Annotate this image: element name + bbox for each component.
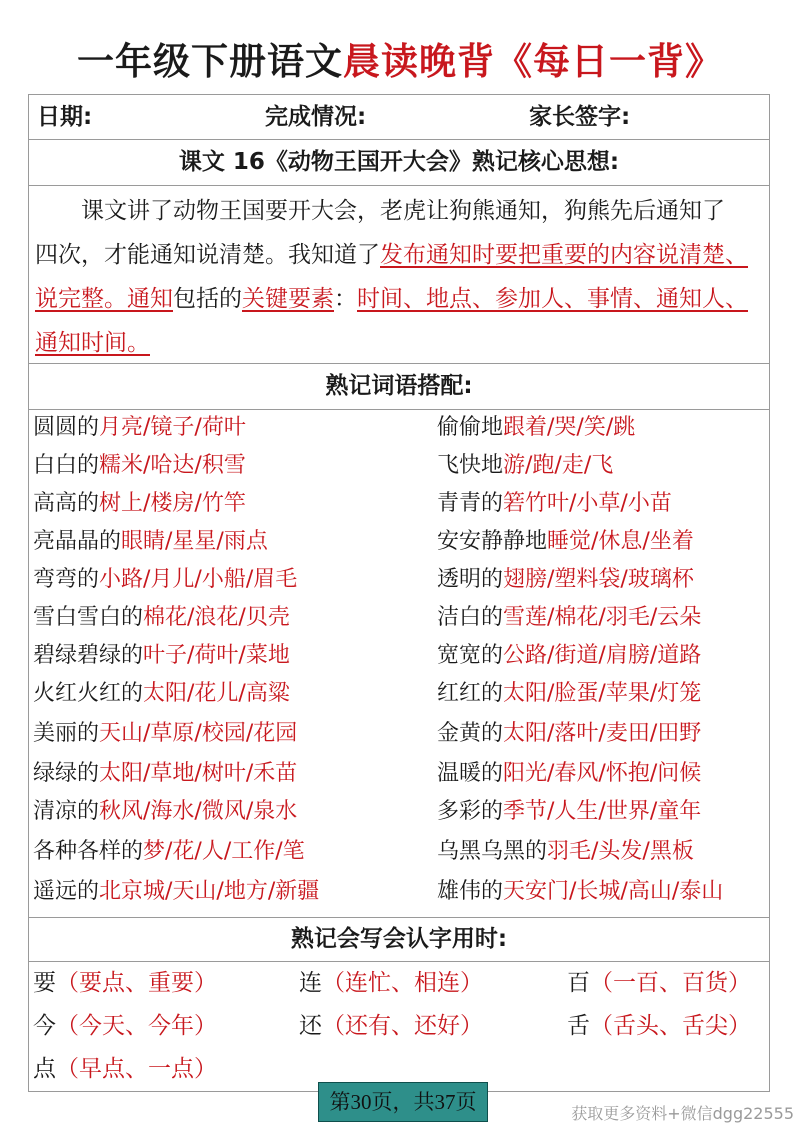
phrase-item: 透明的翅膀/塑料袋/玻璃杯 [437, 567, 694, 592]
page-title: 一年级下册语文晨读晚背《每日一背》 [77, 40, 723, 83]
phrase-item: 雪白雪白的棉花/浪花/贝壳 [33, 605, 290, 630]
character-item: 舌（舌头、舌尖） [567, 1013, 751, 1039]
completion-label: 完成情况: [265, 104, 367, 130]
phrase-item: 青青的箬竹叶/小草/小苗 [437, 491, 672, 516]
phrase-item: 白白的糯米/哈达/积雪 [33, 453, 246, 478]
divider [29, 409, 769, 410]
summary-line: 课文讲了动物王国要开大会，老虎让狗熊通知，狗熊先后通知了 [81, 198, 725, 224]
character-item: 要（要点、重要） [33, 970, 217, 996]
phrase-item: 弯弯的小路/月儿/小船/眉毛 [33, 567, 298, 592]
date-label: 日期: [37, 104, 93, 130]
divider [29, 961, 769, 962]
character-item: 百（一百、百货） [567, 970, 751, 996]
phrase-item: 温暖的阳光/春风/怀抱/问候 [437, 761, 702, 786]
phrase-item: 安安静静地睡觉/休息/坐着 [437, 529, 694, 554]
phrase-item: 碧绿碧绿的叶子/荷叶/菜地 [33, 643, 290, 668]
page-number-badge: 第30页，共37页 [318, 1082, 488, 1122]
phrase-item: 清凉的秋风/海水/微风/泉水 [33, 799, 298, 824]
header-row [29, 95, 769, 139]
parent-signature-label: 家长签字: [529, 104, 631, 130]
phrase-item: 宽宽的公路/街道/肩膀/道路 [437, 643, 702, 668]
phrase-item: 美丽的天山/草原/校园/花园 [33, 721, 298, 746]
phrase-item: 高高的树上/楼房/竹竿 [33, 491, 246, 516]
phrase-item: 红红的太阳/脸蛋/苹果/灯笼 [437, 681, 702, 706]
phrase-item: 亮晶晶的眼睛/星星/雨点 [33, 529, 268, 554]
character-item: 今（今天、今年） [33, 1013, 217, 1039]
worksheet-frame [28, 94, 770, 1092]
summary-line: 四次，才能通知说清楚。我知道了发布通知时要把重要的内容说清楚、 [35, 242, 748, 268]
characters-heading: 熟记会写会认字用时: [290, 926, 508, 952]
character-item: 点（早点、一点） [33, 1056, 217, 1082]
phrase-item: 金黄的太阳/落叶/麦田/田野 [437, 721, 702, 746]
phrase-item: 遥远的北京城/天山/地方/新疆 [33, 879, 320, 904]
phrase-item: 绿绿的太阳/草地/树叶/禾苗 [33, 761, 298, 786]
phrases-heading: 熟记词语搭配: [325, 373, 473, 399]
watermark-text: 获取更多资料+微信dgg22555 [571, 1104, 794, 1123]
phrase-item: 各种各样的梦/花/人/工作/笔 [33, 839, 305, 864]
phrase-item: 飞快地游/跑/走/飞 [437, 453, 614, 478]
character-item: 还（还有、还好） [299, 1013, 483, 1039]
summary-line: 说完整。通知包括的关键要素：时间、地点、参加人、事情、通知人、 [35, 286, 748, 312]
phrase-item: 洁白的雪莲/棉花/羽毛/云朵 [437, 605, 702, 630]
character-item: 连（连忙、相连） [299, 970, 483, 996]
phrase-item: 偷偷地跟着/哭/笑/跳 [437, 415, 636, 440]
summary-line: 通知时间。 [35, 330, 150, 356]
phrase-item: 圆圆的月亮/镜子/荷叶 [33, 415, 246, 440]
lesson-summary [35, 189, 765, 365]
divider [29, 185, 769, 186]
phrase-item: 雄伟的天安门/长城/高山/泰山 [437, 879, 724, 904]
phrase-item: 火红火红的太阳/花儿/高粱 [33, 681, 290, 706]
lesson-heading: 课文 16《动物王国开大会》熟记核心思想: [178, 149, 620, 175]
phrase-item: 乌黑乌黑的羽毛/头发/黑板 [437, 839, 694, 864]
phrase-item: 多彩的季节/人生/世界/童年 [437, 799, 702, 824]
